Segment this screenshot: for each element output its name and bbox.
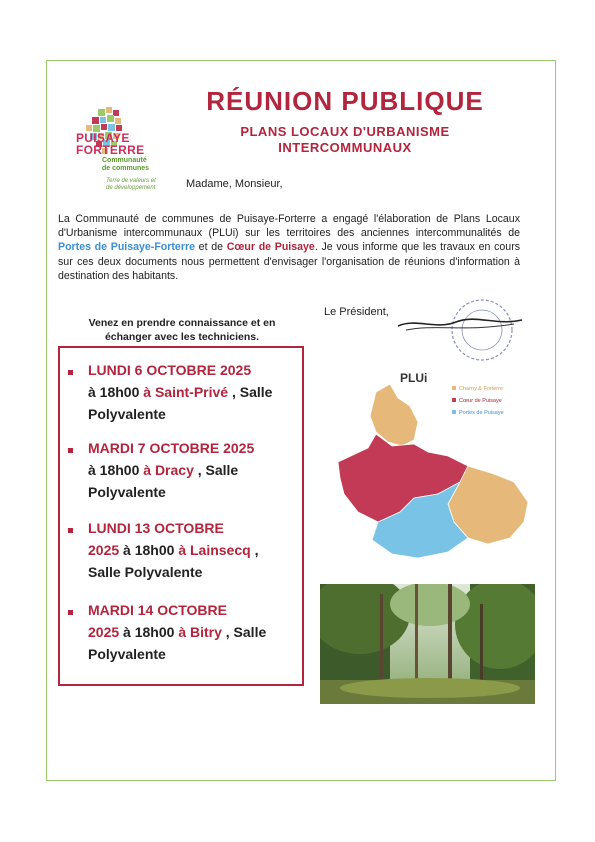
para-highlight-portes: Portes de Puisaye-Forterre [58, 241, 195, 254]
subtitle-line2: INTERCOMMUNAUX [278, 140, 412, 155]
bullet [68, 610, 73, 615]
official-stamp-signature [396, 296, 526, 366]
event-town: à Lainsecq [178, 542, 251, 558]
event-time-place [88, 540, 258, 560]
event-date: LUNDI 13 OCTOBRE [88, 520, 224, 536]
bullet [68, 448, 73, 453]
event-town: à Dracy [143, 462, 194, 478]
logo-sub-line2: de communes [102, 165, 150, 172]
event-venue: , Salle [221, 624, 267, 640]
event-time: à 18h00 [119, 542, 179, 558]
event-time-place [88, 622, 266, 642]
logo-tag-line1: Terre de valeurs et [106, 178, 156, 184]
para-part2: et de [194, 241, 227, 254]
invite-line2: échanger avec les techniciens. [104, 331, 260, 343]
event-venue: , Salle [228, 384, 273, 400]
president-signature-label: Le Président, [324, 306, 389, 318]
legend-coeur: Cœur de Puisaye [459, 398, 502, 404]
logo-sub-line1: Communauté [102, 157, 147, 164]
map-legend [452, 386, 504, 416]
para-highlight-coeur: Cœur de Puisaye [226, 241, 315, 254]
intro-paragraph [58, 212, 520, 283]
event-town: à Bitry [178, 624, 222, 640]
logo-subtitle [102, 157, 162, 173]
event-venue: , [250, 542, 259, 558]
event-venue-line: Polyvalente [88, 484, 166, 500]
invite-line1: Venez en prendre connaissance et en [88, 317, 276, 329]
forest-photo [320, 584, 535, 704]
event-venue-line: Salle Polyvalente [88, 564, 203, 580]
para-part1: La Communauté de communes de Puisaye-Forterre a engagé l'élaboration de Plans Locaux d'Urbanisme intercommunaux (PLUi) sur les territoires des anciennes intercommunalités de [58, 213, 520, 240]
event-time: à 18h00 [119, 624, 179, 640]
logo-tag-line2: de développement [106, 185, 156, 191]
greeting: Madame, Monsieur, [186, 178, 283, 190]
event-time-place [88, 382, 272, 402]
event-time-place [88, 460, 238, 480]
logo-name-line2: FORTERRE [76, 143, 145, 157]
event-date: MARDI 14 OCTOBRE [88, 602, 227, 618]
event-year: 2025 [88, 542, 120, 558]
event-date: LUNDI 6 OCTOBRE 2025 [88, 362, 252, 378]
page-subtitle [200, 124, 490, 156]
event-town: à Saint-Privé [143, 384, 229, 400]
events-box [58, 346, 304, 686]
logo-name-line1: PUISAYE [76, 131, 130, 145]
page-title: RÉUNION PUBLIQUE [206, 86, 484, 116]
bullet [68, 370, 73, 375]
event-venue-line: Polyvalente [88, 646, 166, 662]
event-venue: , Salle [193, 462, 239, 478]
event-time: à 18h00 [88, 462, 144, 478]
event-year: 2025 [88, 624, 120, 640]
bullet [68, 528, 73, 533]
para-part3: . Je vous informe que les travaux en cours sur ces deux documents nous permettent d'envisager l'organisation de réunions d'information à destination des habitants. [58, 241, 521, 282]
event-date: MARDI 7 OCTOBRE 2025 [88, 440, 255, 456]
event-time: à 18h00 [88, 384, 144, 400]
logo-name [76, 132, 156, 156]
legend-portes: Portes de Puisaye [459, 410, 504, 416]
plui-map [318, 362, 544, 568]
legend-charny: Charny & Forterre [459, 386, 504, 392]
logo-tagline [106, 178, 166, 192]
event-venue-line: Polyvalente [88, 406, 166, 422]
subtitle-line1: PLANS LOCAUX D'URBANISME [240, 124, 450, 139]
invitation-text [64, 316, 300, 344]
map-title: PLUi [400, 371, 428, 385]
